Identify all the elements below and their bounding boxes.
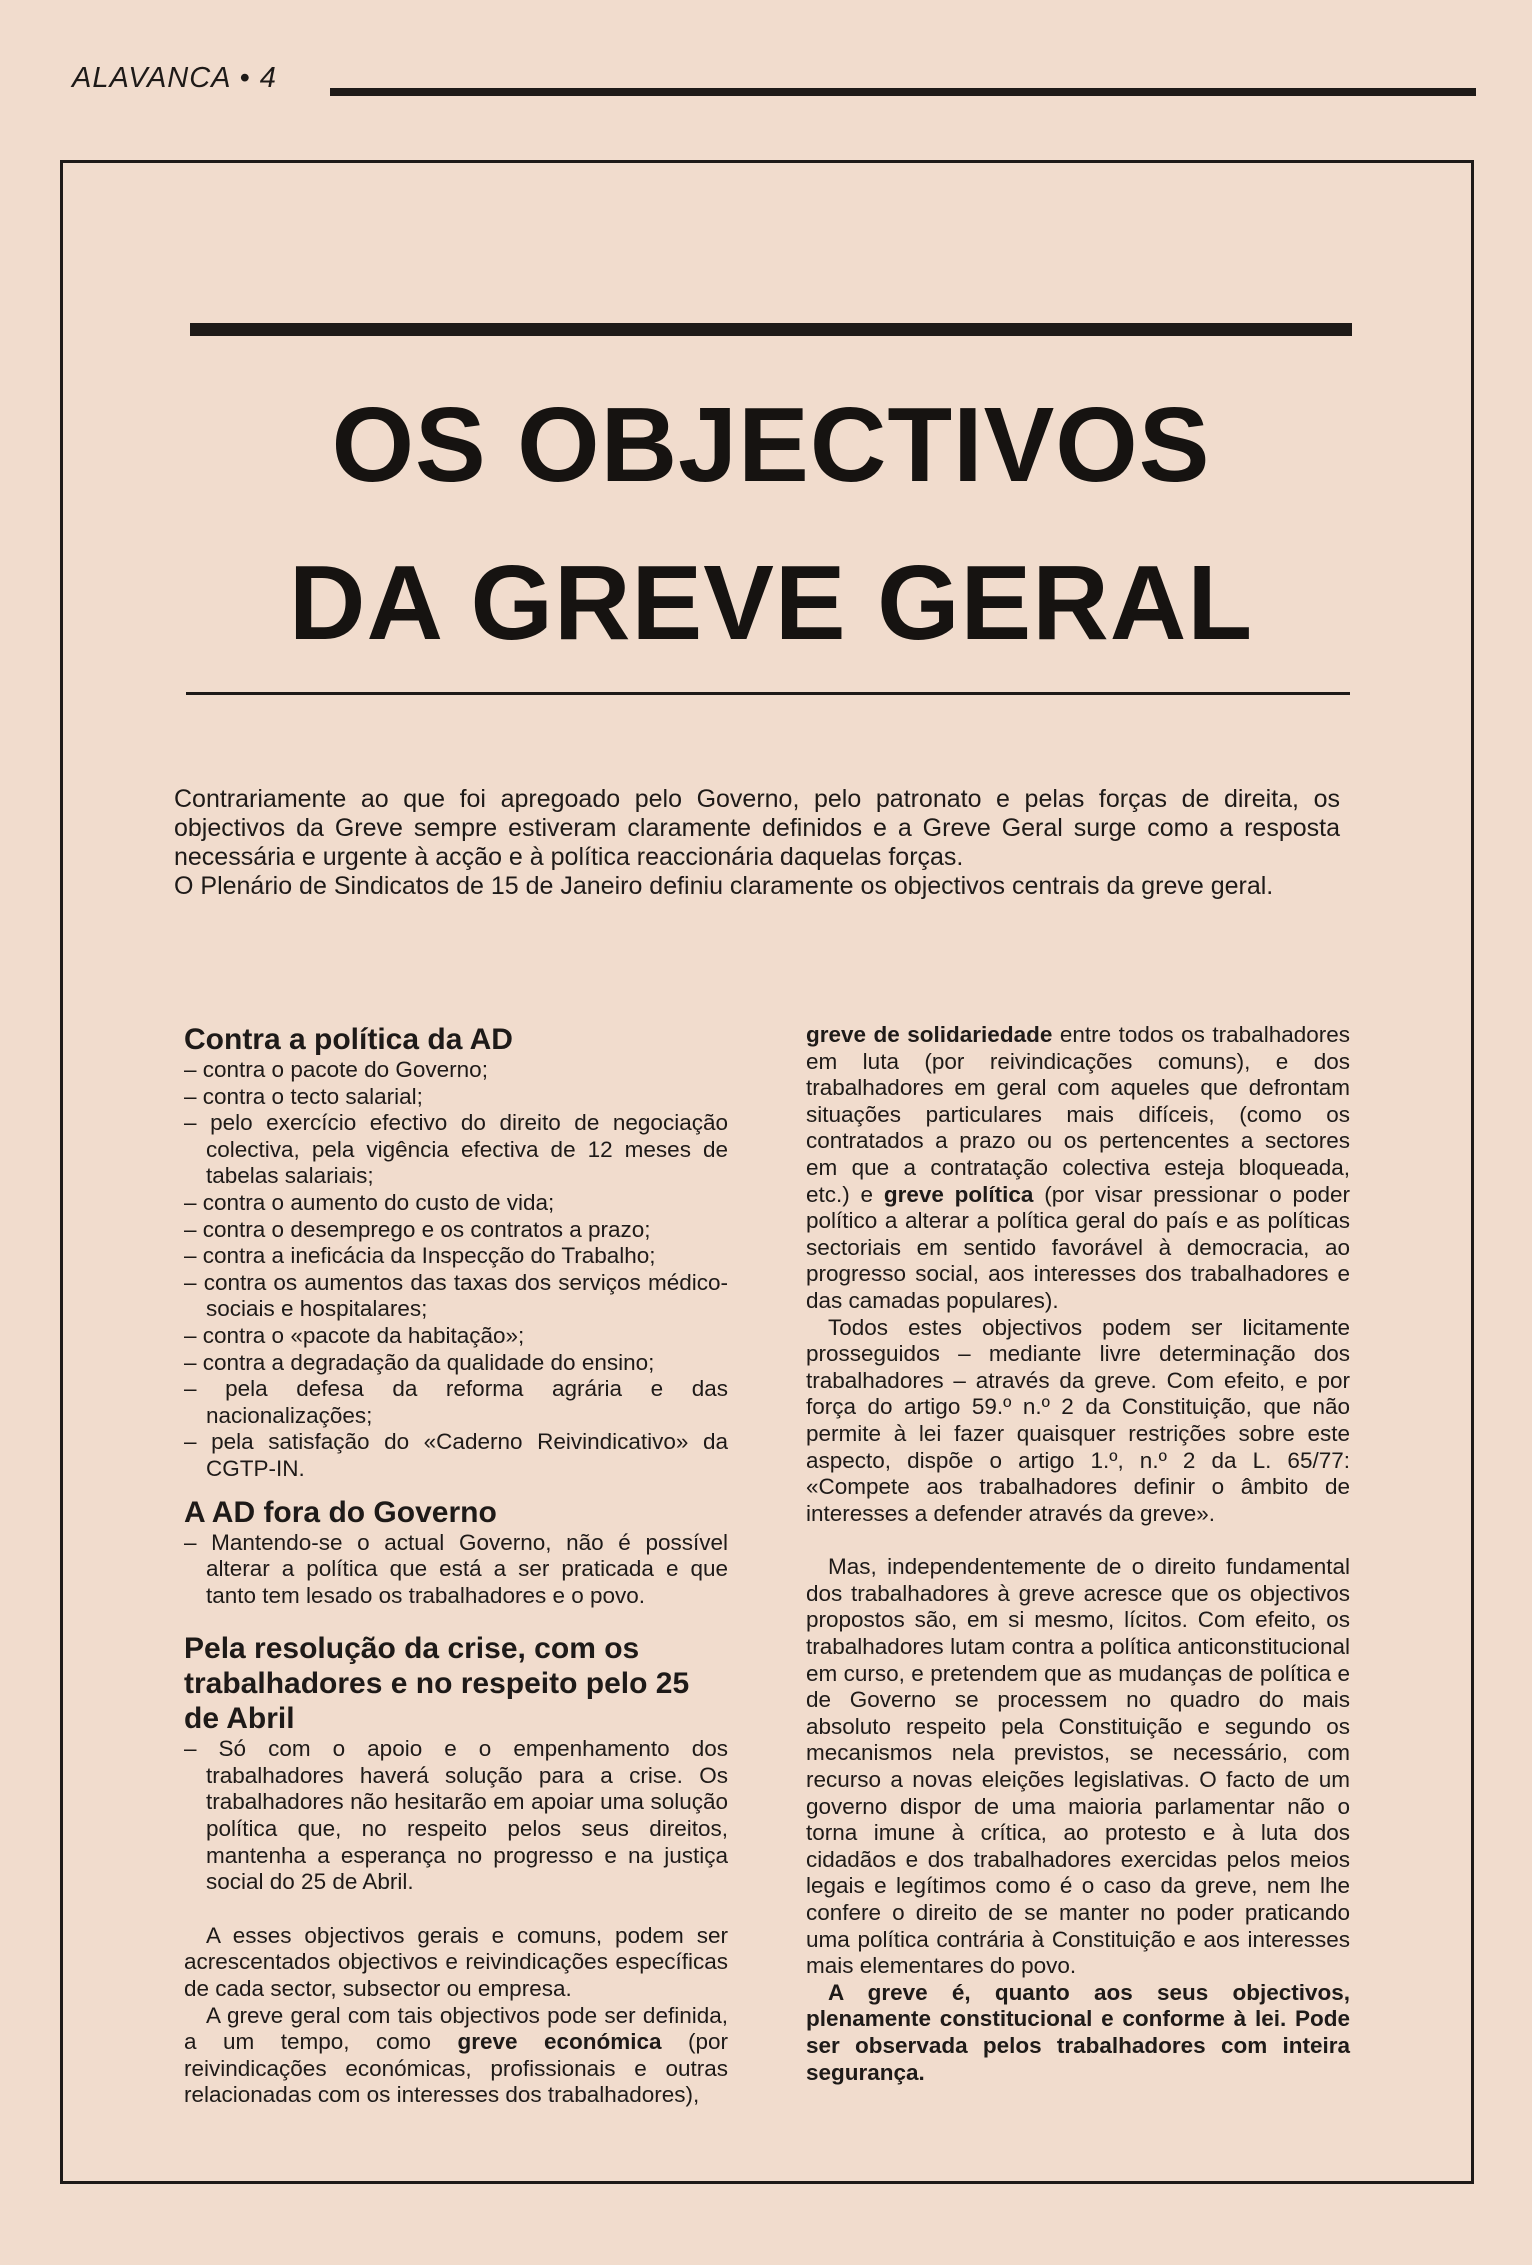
intro-paragraph: Contrariamente ao que foi apregoado pelo Governo, pelo patronato e pelas forças de direita, os objectivos da Greve sempre estiveram claramente definidos e a Greve Geral surge como a resposta necessária e urgente à acção e à política reaccionária daquelas forças. [174, 785, 1340, 871]
list-item: – contra o tecto salarial; [184, 1083, 423, 1109]
list-item: – contra o pacote do Governo; [184, 1057, 488, 1082]
body-paragraph: Mas, independentemente de o direito fundamental dos trabalhadores à greve acresce que os objectivos propostos são, em si mesmo, lícitos. Com efeito, os trabalhadores lutam contra a política anticonstitucional em curso, e pretendem que as mudanças de política e de Governo se processem no quadro do mais absoluto respeito pela Constituição e segundo os mecanismos nela previstos, se necessário, com recurso a novas eleições legislativas. O facto de um governo dispor de uma maioria parlamentar não o torna imune à crítica, ao protesto e à luta dos cidadãos e dos trabalhadores exercidas pelos meios legais e legítimos como é o caso da greve, nem lhe confere o direito de se manter no poder praticando uma política contrária à Constituição e aos interesses mais elementares do povo. [806, 1554, 1350, 1979]
separator-dot: • [239, 62, 251, 94]
list-item: – Só com o apoio e o empenhamento dos trabalhadores haverá solução para a crise. Os trabalhadores não hesitarão em apoiar uma solução política que, no respeito pelos seus direitos, mantenha a esperança no progresso e na justiça social do 25 de Abril. [184, 1736, 728, 1895]
left-column [184, 1022, 728, 2109]
headline-top-rule [190, 323, 1352, 336]
page-header [72, 62, 1476, 102]
intro-text [174, 785, 1340, 901]
list-item: – contra a degradação da qualidade do ensino; [184, 1349, 655, 1375]
headline-line-1: OS OBJECTIVOS [331, 386, 1211, 504]
list-item: – contra o «pacote da habitação»; [184, 1322, 525, 1348]
term-greve-politica: greve política [883, 1181, 1034, 1207]
headline-line-2: DA GREVE GERAL [288, 544, 1254, 662]
publication-name: ALAVANCA [72, 62, 231, 94]
page-number: 4 [259, 62, 277, 94]
list-item: – contra os aumentos das taxas dos serviços médico-sociais e hospitalares; [184, 1269, 728, 1322]
list-item: – pela defesa da reforma agrária e das nacionalizações; [184, 1376, 728, 1428]
right-column [806, 1022, 1350, 2086]
intro-paragraph: O Plenário de Sindicatos de 15 de Janeiro definiu claramente os objectivos centrais da greve geral. [174, 872, 1274, 900]
body-paragraph: A greve geral com tais objectivos pode ser definida, a um tempo, como greve económica (por reivindicações económicas, profissionais e outras relacionadas com os interesses dos trabalhadores), [184, 2002, 728, 2108]
list-item: – pelo exercício efectivo do direito de negociação colectiva, pela vigência efectiva de 12 meses de tabelas salariais; [184, 1110, 728, 1189]
section-heading: A AD fora do Governo [184, 1495, 497, 1529]
headline-bottom-rule [186, 692, 1350, 695]
conclusion-paragraph: A greve é, quanto aos seus objectivos, plenamente constitucional e conforme à lei. Pode ser observada pelos trabalhadores com inteira segurança. [806, 1979, 1350, 2085]
objectives-list [184, 1736, 728, 1896]
list-item: – pela satisfação do «Caderno Reivindicativo» da CGTP-IN. [184, 1429, 728, 1481]
objectives-list [184, 1057, 728, 1483]
list-item: – contra o desemprego e os contratos a prazo; [184, 1216, 651, 1242]
header-rule [330, 88, 1476, 96]
section-heading: Pela resolução da crise, com os trabalhadores e no respeito pelo 25 de Abril [184, 1632, 690, 1736]
term-greve-solidariedade: greve de solidariedade [806, 1022, 1053, 1047]
body-paragraph: greve de solidariedade entre todos os trabalhadores em luta (por reivindicações comuns), e dos trabalhadores em geral com aqueles que defrontam situações particulares mais difíceis, (como os contratados a prazo ou os pertencentes a sectores em que a contratação colectiva esteja bloqueada, etc.) e greve política (por visar pressionar o poder político a alterar a política geral do país e as políticas sectoriais em sentido favorável à democracia, ao progresso social, aos interesses dos trabalhadores e das camadas populares). [806, 1022, 1350, 1313]
body-paragraph: A esses objectivos gerais e comuns, podem ser acrescentados objectivos e reivindicações específicas de cada sector, subsector ou empresa. [184, 1922, 728, 2002]
list-item: – contra a ineficácia da Inspecção do Trabalho; [184, 1243, 656, 1269]
body-paragraph: Todos estes objectivos podem ser licitamente prosseguidos – mediante livre determinação dos trabalhadores – através da greve. Com efeito, e por força do artigo 59.º n.º 2 da Constituição, que não permite à lei fazer quaisquer restrições sobre este aspecto, dispõe o artigo 1.º, n.º 2 da L. 65/77: «Compete aos trabalhadores definir o âmbito de interesses a defender através da greve». [806, 1314, 1350, 1526]
list-item: – contra o aumento do custo de vida; [184, 1189, 555, 1215]
list-item: – Mantendo-se o actual Governo, não é possível alterar a política que está a ser praticada e que tanto tem lesado os trabalhadores e o povo. [184, 1529, 728, 1608]
term-greve-economica: greve económica [457, 2029, 662, 2055]
section-heading: Contra a política da AD [184, 1023, 513, 1056]
objectives-list [184, 1530, 728, 1610]
running-head [72, 62, 277, 95]
